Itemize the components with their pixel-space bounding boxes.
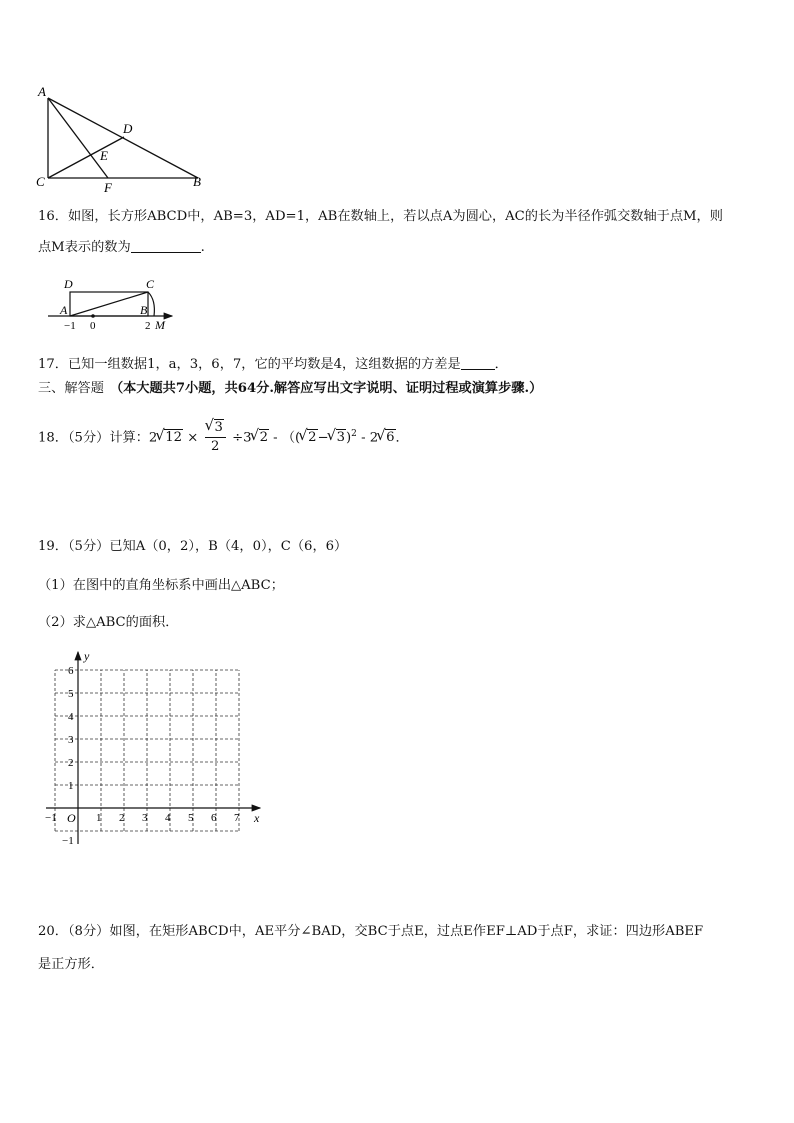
y-tick-label: 4	[68, 711, 74, 723]
section-3-title: 三、解答题	[38, 381, 104, 396]
q16-line1: 16．如图，长方形ABCD中，AB=3，AD=1，AB在数轴上，若以点A为圆心，AC的长为半径作弧交数轴于点M，则	[38, 209, 723, 224]
q18-line	[38, 417, 409, 457]
q18-times: ×	[187, 430, 199, 446]
diagonal-ac	[70, 292, 148, 316]
q18-fraction	[205, 419, 226, 456]
label-d: D	[123, 121, 133, 136]
y-axis-label: y	[84, 649, 90, 663]
q18-sqrt-6: √ 6	[385, 429, 395, 446]
q18-close: )	[346, 430, 352, 446]
origin-dot	[91, 314, 95, 318]
label-f: F	[104, 180, 112, 195]
q18-end: ．	[395, 430, 409, 446]
q18-sqrt-2b: √ 2	[307, 429, 317, 446]
triangle-figure	[30, 80, 210, 195]
q18-sqrt-3-num: √ 3	[214, 419, 224, 436]
segment-cd	[48, 137, 124, 178]
y-tick-label: 6	[68, 665, 74, 677]
q17-answer-blank[interactable]	[461, 355, 495, 370]
q19-part1: （1）在图中的直角坐标系中画出△ABC；	[38, 578, 284, 593]
q19-part2: （2）求△ABC的面积．	[38, 615, 179, 630]
x-tick-label: 4	[165, 812, 171, 824]
tick-2: 2	[145, 320, 151, 332]
label-a: A	[38, 84, 46, 99]
x-tick-label: −1	[45, 812, 57, 824]
tick-neg1: −1	[64, 320, 76, 332]
q20-line2: 是正方形．	[38, 957, 104, 972]
q18-sqrt-12: √ 12	[164, 429, 183, 446]
section-3-note: （本大题共7小题，共64分.解答应写出文字说明、证明过程或演算步骤.）	[109, 381, 543, 396]
q16-answer-blank[interactable]	[131, 238, 201, 253]
arc-cm	[148, 292, 154, 316]
y-tick-label: 2	[68, 757, 74, 769]
y-tick-neg1: −1	[62, 835, 74, 847]
label-e: E	[100, 148, 108, 163]
x-tick-label: 6	[211, 812, 217, 824]
label-b: B	[193, 174, 201, 189]
section-3-heading	[38, 380, 542, 398]
q19-title: 19．（5分）已知A（0，2），B（4，0），C（6，6）	[38, 539, 348, 554]
q18-minus: - （(	[273, 430, 301, 446]
x-tick-label: 2	[119, 812, 125, 824]
label-c: C	[146, 277, 155, 291]
q16-line2-suffix: .	[200, 240, 205, 255]
segment-af	[48, 98, 108, 178]
grid-lines	[55, 670, 239, 831]
q18-denominator: 2	[211, 439, 220, 455]
x-tick-label: 3	[142, 812, 148, 824]
label-m: M	[155, 318, 165, 332]
q16-line2	[38, 238, 205, 257]
q17-line	[38, 355, 508, 374]
q18-mid: −	[317, 430, 329, 446]
x-tick-label: 5	[188, 812, 194, 824]
tick-0: 0	[90, 320, 96, 332]
label-a: A	[60, 303, 68, 317]
label-c: C	[36, 174, 45, 189]
label-b: B	[140, 303, 148, 317]
q18-tail: - 2	[356, 430, 379, 446]
x-tick-label: 7	[234, 812, 240, 824]
y-tick-label: 1	[68, 780, 74, 792]
q16-line2-prefix: 点M表示的数为	[38, 240, 131, 255]
q17-text: 17．已知一组数据1，a，3，6，7，它的平均数是4，这组数据的方差是	[38, 357, 461, 372]
number-line-figure	[42, 274, 182, 334]
origin-label: O	[67, 811, 76, 825]
q18-prefix: 18．（5分）计算：2	[38, 430, 158, 446]
q18-sqrt-3: √ 3	[336, 429, 346, 446]
x-tick-label: 1	[96, 812, 102, 824]
q18-div: ÷3	[232, 430, 252, 446]
label-d: D	[64, 277, 73, 291]
q18-sqrt-2: √ 2	[259, 429, 269, 446]
x-axis-label: x	[254, 811, 260, 825]
q18-exponent: 2	[351, 429, 357, 439]
q20-line1: 20．（8分）如图，在矩形ABCD中，AE平分∠BAD，交BC于点E，过点E作EF⊥AD于点F，求证：四边形ABEF	[38, 924, 704, 939]
y-tick-label: 5	[68, 688, 74, 700]
y-tick-label: 3	[68, 734, 74, 746]
q17-suffix: ．	[494, 357, 508, 372]
coordinate-grid	[36, 648, 268, 850]
